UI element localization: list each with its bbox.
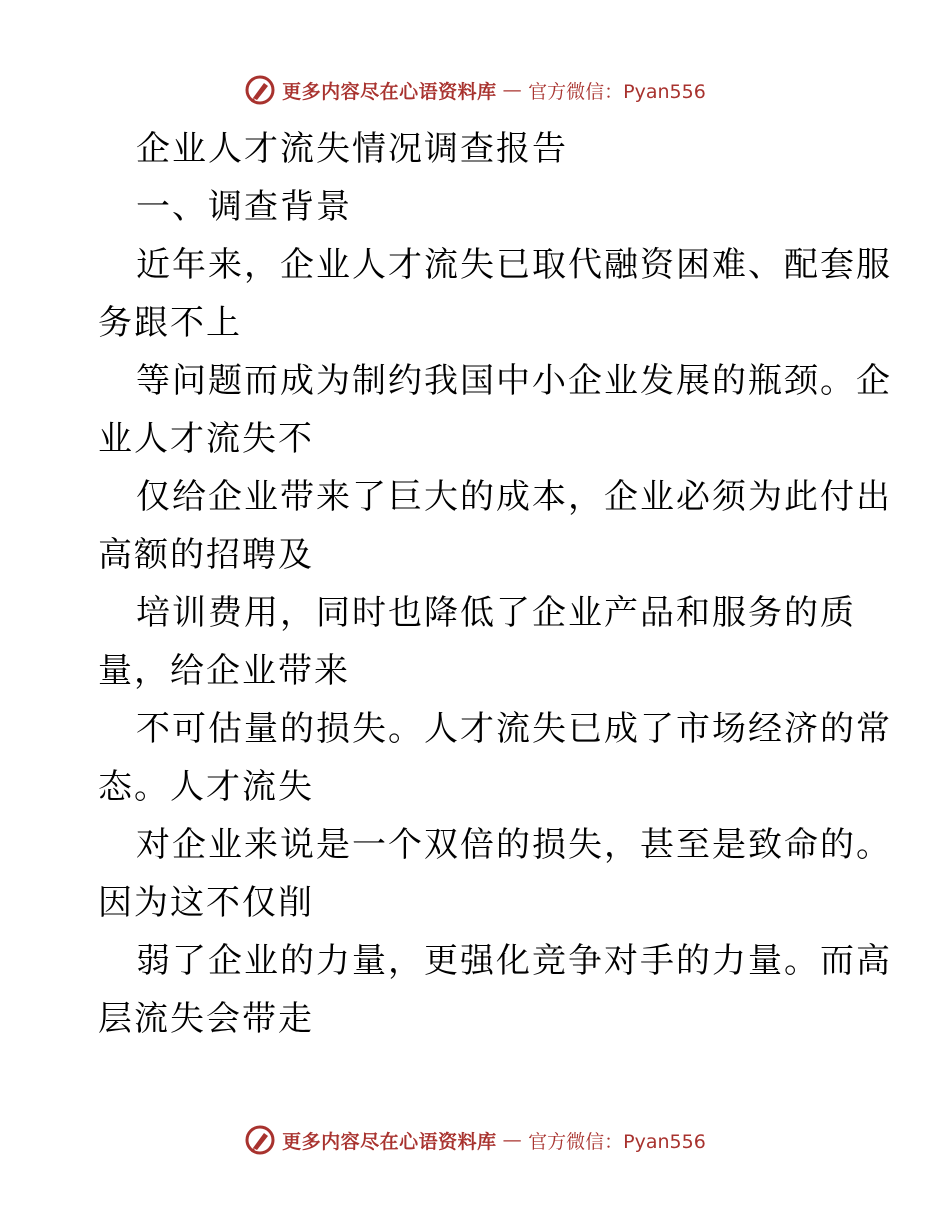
pen-logo-icon bbox=[244, 1124, 276, 1156]
header-site-text: 更多内容尽在心语资料库 bbox=[282, 80, 497, 103]
paragraph-line: 培训费用，同时也降低了企业产品和服务的质 bbox=[136, 593, 856, 633]
paragraph-line: 高额的招聘及 bbox=[98, 535, 314, 575]
paragraph-line: 仅给企业带来了巨大的成本，企业必须为此付出 bbox=[136, 477, 892, 517]
section-heading: 一、调查背景 bbox=[136, 187, 352, 227]
header-banner bbox=[0, 70, 950, 110]
pen-logo-icon bbox=[244, 74, 276, 106]
paragraph-line: 量，给企业带来 bbox=[98, 651, 350, 691]
paragraph-line: 因为这不仅削 bbox=[98, 883, 314, 923]
header-dash: — bbox=[502, 79, 523, 101]
paragraph-line: 态。人才流失 bbox=[98, 767, 314, 807]
header-wechat-text: 官方微信：Pyan556 bbox=[528, 80, 706, 103]
footer-banner-inner bbox=[244, 1124, 706, 1156]
footer-dash: — bbox=[502, 1129, 523, 1151]
document-title: 企业人才流失情况调查报告 bbox=[136, 129, 568, 169]
footer-wechat-text: 官方微信：Pyan556 bbox=[528, 1130, 706, 1153]
paragraph-line: 不可估量的损失。人才流失已成了市场经济的常 bbox=[136, 709, 892, 749]
header-banner-inner bbox=[244, 74, 706, 106]
paragraph-line: 务跟不上 bbox=[98, 303, 242, 343]
paragraph-line: 层流失会带走 bbox=[98, 999, 314, 1039]
paragraph-line: 对企业来说是一个双倍的损失，甚至是致命的。 bbox=[136, 825, 892, 865]
paragraph-line: 等问题而成为制约我国中小企业发展的瓶颈。企 bbox=[136, 361, 892, 401]
footer-banner bbox=[0, 1120, 950, 1160]
paragraph-line: 弱了企业的力量，更强化竞争对手的力量。而高 bbox=[136, 941, 892, 981]
document-body bbox=[98, 120, 892, 1048]
paragraph-line: 业人才流失不 bbox=[98, 419, 314, 459]
footer-site-text: 更多内容尽在心语资料库 bbox=[282, 1130, 497, 1153]
paragraph-line: 近年来，企业人才流失已取代融资困难、配套服 bbox=[136, 245, 892, 285]
